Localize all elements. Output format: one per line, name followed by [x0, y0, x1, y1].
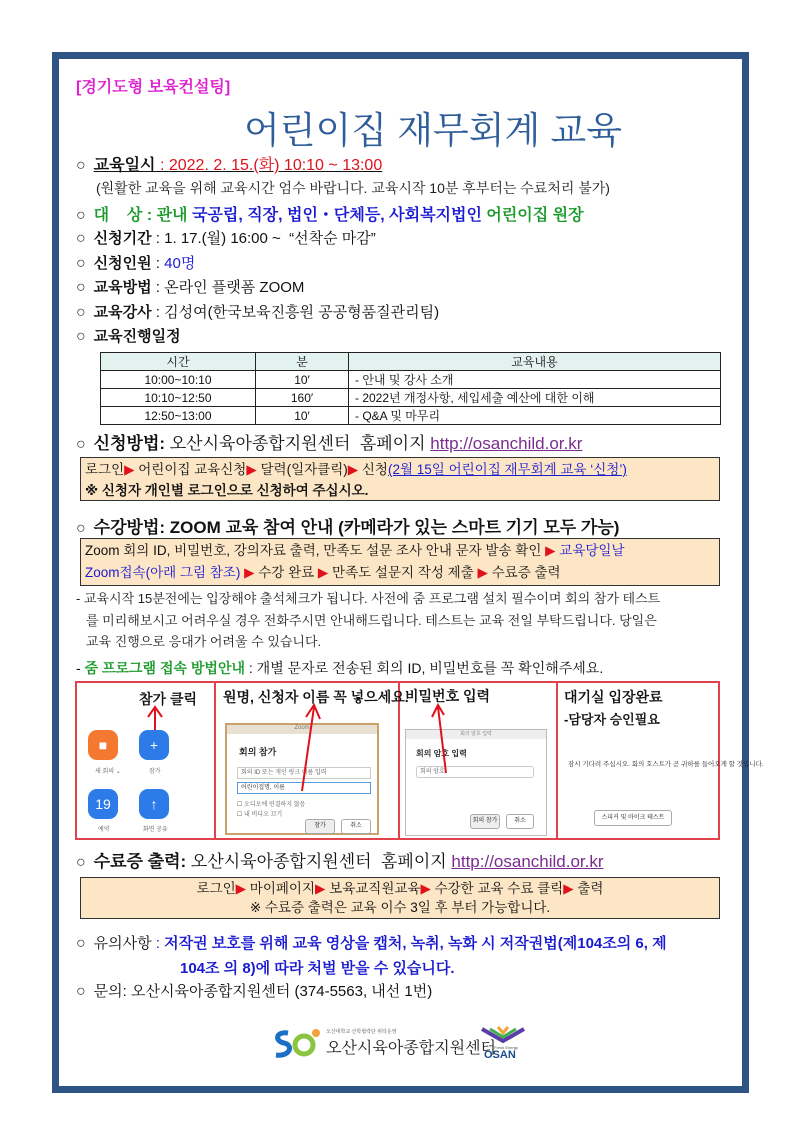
red-arrow-icon: [296, 703, 326, 793]
zoom-access-text: Zoom접속(아래 그림 참조): [85, 565, 241, 580]
step: 로그인: [85, 462, 125, 477]
step: 달력(일자클릭): [260, 462, 348, 477]
step: 로그인: [196, 881, 236, 896]
video-checkbox[interactable]: ☐ 내 비디오 끄기: [237, 812, 283, 818]
app-label: 참가: [149, 769, 161, 775]
guide-label: 줌 프로그램 접속 방법안내: [84, 660, 245, 676]
bullet: ○: [76, 854, 86, 871]
attend-steps-box: [80, 538, 720, 586]
attend-label: 수강방법: ZOOM 교육 참여 안내 (카메라가 있는 스마트 기기 모두 가능): [93, 518, 620, 537]
attend-day-text: 교육당일날: [559, 543, 625, 558]
method-value: : 온라인 플랫폼 ZOOM: [151, 279, 305, 296]
attend-step-text: Zoom 회의 ID, 비밀번호, 강의자료 출력, 만족도 설문 조사 안내 문자 발송 확인: [85, 543, 546, 558]
table-header: [101, 353, 721, 371]
arrow-right-icon: ▶: [235, 881, 250, 896]
arrow-right-icon: ▶: [347, 462, 362, 477]
arrow-right-icon: ▶: [420, 881, 435, 896]
certificate-steps-box: [80, 877, 720, 919]
capacity-value: 40명: [164, 255, 196, 272]
period-value: : 1. 17.(월) 16:00 ~ “선착순 마감”: [151, 230, 376, 247]
step: 수강 완료: [258, 565, 318, 580]
caption: 참가 클릭: [139, 691, 197, 707]
schedule-table: [100, 352, 721, 425]
lecturer-value: : 김성여(한국보육진흥원 공공형품질관리팀): [151, 304, 440, 321]
step: 어린이집 교육신청: [138, 462, 247, 477]
step: 수강한 교육 수료 클릭: [434, 881, 564, 896]
cell: - 안내 및 강사 소개: [349, 371, 721, 389]
caption: -담당자 승인필요: [564, 712, 660, 727]
app-label: 새 회의 ⌄: [95, 769, 121, 775]
cancel-button[interactable]: 취소: [341, 819, 371, 834]
cell: 10:10~12:50: [101, 389, 256, 407]
option-label: 내 비디오 끄기: [244, 812, 283, 818]
schedule-line: [76, 325, 181, 346]
certificate-line: [76, 847, 604, 872]
capacity-line: [76, 252, 195, 273]
bullet: ○: [76, 935, 86, 952]
window-title: 회의 암호 입력: [406, 730, 546, 739]
date-label: 교육일시: [93, 157, 156, 174]
caution-text-cont: 104조 의 8)에 따라 처벌 받을 수 있습니다.: [180, 960, 455, 977]
cell: 10′: [256, 371, 349, 389]
bullet: ○: [76, 230, 86, 247]
cell: - Q&A 및 마무리: [349, 407, 721, 425]
caption: 원명, 신청자 이름 꼭 넣으세요.: [223, 689, 409, 705]
cell: 10:00~10:10: [101, 371, 256, 389]
sep: :: [151, 255, 165, 272]
step: 수료증 출력: [491, 565, 561, 580]
arrow-right-icon: ▶: [124, 462, 139, 477]
bullet: ○: [76, 520, 86, 537]
lecturer-label: 교육강사: [93, 304, 152, 321]
note-line: 를 미리해보시고 어려우실 경우 전화주시면 안내해드립니다. 테스트는 교육 전일 부탁드립니다. 당일은: [86, 612, 657, 628]
window-title: Zoom: [227, 725, 377, 734]
apply-note: ※ 신청자 개인별 로그인으로 신청하여 주십시오.: [85, 483, 369, 498]
arrow-right-icon: ▶: [545, 543, 560, 558]
header-time: 시간: [101, 353, 256, 371]
panel-enter-name: [216, 683, 409, 838]
target-highlight: 국공립, 직장, 법인・단체등, 사회복지법인: [191, 207, 482, 224]
sep: :: [155, 157, 169, 174]
period-label: 신청기간: [93, 230, 152, 247]
arrow-right-icon: ▶: [473, 565, 492, 580]
contact-value: 오산시육아종합지원센터 (374-5563, 내선 1번): [126, 983, 433, 1000]
city-logo-sub: Fresh Energy: [494, 1045, 519, 1050]
bullet: ○: [76, 279, 86, 296]
date-line: [76, 152, 382, 175]
contact-line: [76, 980, 432, 1001]
sep: :: [151, 935, 165, 952]
bullet: ○: [76, 983, 86, 1000]
capacity-label: 신청인원: [93, 255, 152, 272]
target-label: 대 상: [93, 207, 143, 224]
arrow-right-icon: ▶: [315, 881, 330, 896]
arrow-right-icon: ▶: [563, 881, 578, 896]
table-row: [101, 407, 721, 425]
dialog-title: 회의 암호 입력: [416, 749, 467, 758]
name-input[interactable]: 어린이집명, 이름: [237, 782, 371, 794]
target-post: 어린이집 원장: [481, 207, 584, 224]
header-content: 교육내용: [349, 353, 721, 371]
city-logo: OSAN: [484, 1049, 516, 1061]
caption: 비밀번호 입력: [405, 688, 491, 704]
note-line: 교육 진행으로 응대가 어려울 수 있습니다.: [86, 634, 322, 649]
caution-text: 저작권 보호를 위해 교육 영상을 캡처, 녹취, 녹화 시 저작권법(제104조의 6, 제: [164, 935, 667, 952]
zoom-guide-line: [76, 658, 603, 678]
target-line: [76, 202, 584, 225]
apply-course-link[interactable]: (2월 15일 어린이집 재무회계 교육 ‘신청’): [387, 462, 627, 477]
bullet: ○: [76, 255, 86, 272]
waiting-message: 잠시 기다려 주십시오. 회의 호스트가 곧 귀하를 들어오게 할 것입니다.: [568, 761, 764, 768]
apply-text: 오산시육아종합지원센터 홈페이지: [165, 434, 431, 453]
step: 만족도 설문지 작성 제출: [332, 565, 474, 580]
footer-logos: [272, 1025, 542, 1063]
center-logo-icon: [272, 1027, 322, 1059]
arrow-right-icon: ▶: [240, 565, 259, 580]
table-row: [101, 389, 721, 407]
zoom-guide-images: [75, 681, 764, 840]
password-input[interactable]: 회의 암호: [416, 766, 534, 778]
join-meeting-button[interactable]: 회의 참가: [470, 814, 500, 829]
contact-label: 문의:: [93, 983, 127, 1000]
bullet: ○: [76, 157, 86, 174]
bullet: ○: [76, 328, 86, 345]
osan-city-logo-icon: [480, 1025, 526, 1045]
audio-checkbox[interactable]: ☐ 오디오에 연결하지 않음: [237, 802, 306, 808]
arrow-right-icon: ▶: [246, 462, 261, 477]
apply-label: 신청방법:: [93, 434, 166, 453]
cell: 10′: [256, 407, 349, 425]
guide-text: : 개별 문자로 전송된 회의 ID, 비밀번호를 꼭 확인해주세요.: [245, 660, 604, 676]
calendar-icon: 19: [88, 789, 118, 819]
date-note: (원활한 교육을 위해 교육시간 엄수 바랍니다. 교육시작 10분 후부터는 수료처리 불가): [96, 180, 610, 196]
method-line: [76, 276, 304, 297]
join-button[interactable]: 참가: [305, 819, 335, 834]
table-row: [101, 371, 721, 389]
caution-label: 유의사항: [93, 935, 152, 952]
apply-line: [76, 429, 582, 454]
plus-icon: +: [139, 730, 169, 760]
note-line: - 교육시작 15분전에는 입장해야 출석체크가 됩니다. 사전에 줌 프로그램 설치 필수이며 회의 참가 테스트: [76, 591, 661, 606]
cell: - 2022년 개정사항, 세입세출 예산에 대한 이해: [349, 389, 721, 407]
cell: 160′: [256, 389, 349, 407]
bullet: ○: [76, 436, 86, 453]
certificate-label: 수료증 출력:: [93, 852, 187, 871]
step: 보육교직원교육: [329, 881, 421, 896]
certificate-text: 오산시육아종합지원센터 홈페이지: [186, 852, 452, 871]
password-dialog: [405, 729, 547, 836]
caption: 대기실 입장완료: [564, 689, 663, 705]
app-label: 예약: [98, 827, 110, 833]
app-label: 화면 공유: [143, 827, 168, 833]
apply-steps-box: [80, 457, 720, 501]
step: 마이페이지: [249, 881, 316, 896]
apply-url-link[interactable]: http://osanchild.or.kr: [430, 434, 583, 453]
period-line: [76, 227, 376, 248]
cell: 12:50~13:00: [101, 407, 256, 425]
step: 출력: [577, 881, 604, 896]
speaker-mic-test-button[interactable]: 스피커 및 마이크 테스트: [594, 810, 672, 826]
certificate-note: ※ 수료증 출력은 교육 이수 3일 후 부터 가능합니다.: [249, 900, 551, 915]
date-value: 2022. 2. 15.(화) 10:10 ~ 13:00: [168, 157, 383, 174]
arrow-right-icon: ▶: [317, 565, 333, 580]
option-label: 오디오에 연결하지 않음: [244, 802, 306, 808]
share-screen-icon: ↑: [139, 789, 169, 819]
method-label: 교육방법: [93, 279, 152, 296]
logo-subtitle: 오산대학교 산학협력단 위탁운영: [326, 1029, 397, 1035]
sep: :: [142, 207, 157, 224]
attend-notes: [76, 588, 660, 653]
meeting-id-input[interactable]: 회의 ID 또는 개인 링크 이름 입력: [237, 767, 371, 779]
header-minutes: 분: [256, 353, 349, 371]
step: 신청: [361, 462, 388, 477]
cancel-button[interactable]: 취소: [506, 814, 534, 829]
caution-line: [76, 932, 667, 953]
certificate-url-link[interactable]: http://osanchild.or.kr: [451, 852, 604, 871]
video-camera-icon: ■: [88, 730, 118, 760]
dash: -: [76, 660, 85, 676]
logo-name: 오산시육아종합지원센터: [326, 1040, 497, 1057]
dialog-title: 회의 참가: [239, 747, 277, 757]
program-tag: [경기도형 보육컨설팅]: [76, 79, 231, 96]
target-pre: 관내: [156, 207, 192, 224]
panel-waiting-room: [558, 683, 764, 838]
red-arrow-icon: [430, 703, 454, 775]
lecturer-line: [76, 301, 439, 322]
attend-line: [76, 513, 619, 538]
panel-join-click: [77, 683, 216, 838]
panel-enter-password: [400, 683, 558, 838]
bullet: ○: [76, 207, 86, 224]
bullet: ○: [76, 304, 86, 321]
schedule-label: 교육진행일정: [93, 328, 181, 345]
page-title: 어린이집 재무회계 교육: [244, 110, 622, 151]
